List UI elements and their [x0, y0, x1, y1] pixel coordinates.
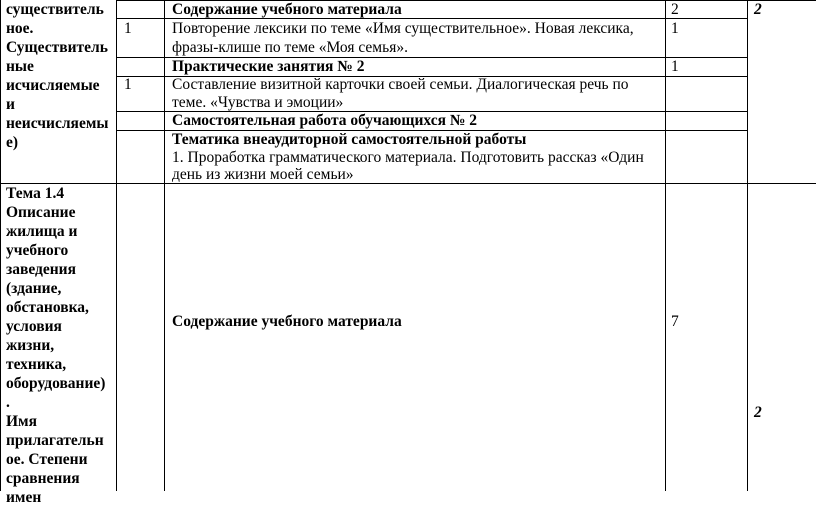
- lesson-description: Повторение лексики по теме «Имя существительное». Новая лексика,: [172, 20, 634, 37]
- self-study-label: Самостоятельная работа обучающихся № 2: [172, 112, 478, 129]
- content-label: Содержание учебного материала: [172, 313, 402, 330]
- table-border-left: [0, 0, 1, 491]
- level-value: 2: [754, 1, 762, 18]
- practical-description: Составление визитной карточки своей семьи. Диалогическая речь по: [172, 76, 629, 93]
- column-divider: [164, 0, 165, 491]
- topic-1-3-title: существитель ное. Существитель ные исчисляемые и неисчисляемы е): [6, 1, 109, 151]
- self-study-task: 1. Проработка грамматического материала. Подготовить рассказ «Один: [172, 149, 644, 166]
- hours-value: 7: [671, 313, 679, 330]
- lesson-description: фразы-клише по теме «Моя семья».: [172, 39, 408, 56]
- content-label: Содержание учебного материала: [172, 1, 402, 18]
- hours-value: 1: [671, 20, 679, 37]
- practical-label: Практические занятия № 2: [172, 58, 365, 75]
- column-divider: [665, 0, 666, 491]
- hours-value: 1: [671, 58, 679, 75]
- row-number: 1: [124, 20, 132, 37]
- topic-divider: [0, 183, 816, 184]
- row-number: 1: [124, 76, 132, 93]
- practical-description: теме. «Чувства и эмоции»: [172, 94, 344, 111]
- self-study-task: день из жизни моей семьи»: [172, 166, 354, 183]
- self-study-topics-heading: Тематика внеаудиторной самостоятельной работы: [172, 131, 527, 148]
- topic-1-4-title: Тема 1.4 Описание жилища и учебного заведения (здание, обстановка, условия жизни, техника, оборудование) . Имя прилагательн ое. Степени сравнения имен: [6, 185, 106, 506]
- level-value: 2: [754, 404, 762, 421]
- column-divider: [747, 0, 748, 491]
- column-divider: [116, 0, 117, 491]
- hours-value: 2: [671, 1, 679, 18]
